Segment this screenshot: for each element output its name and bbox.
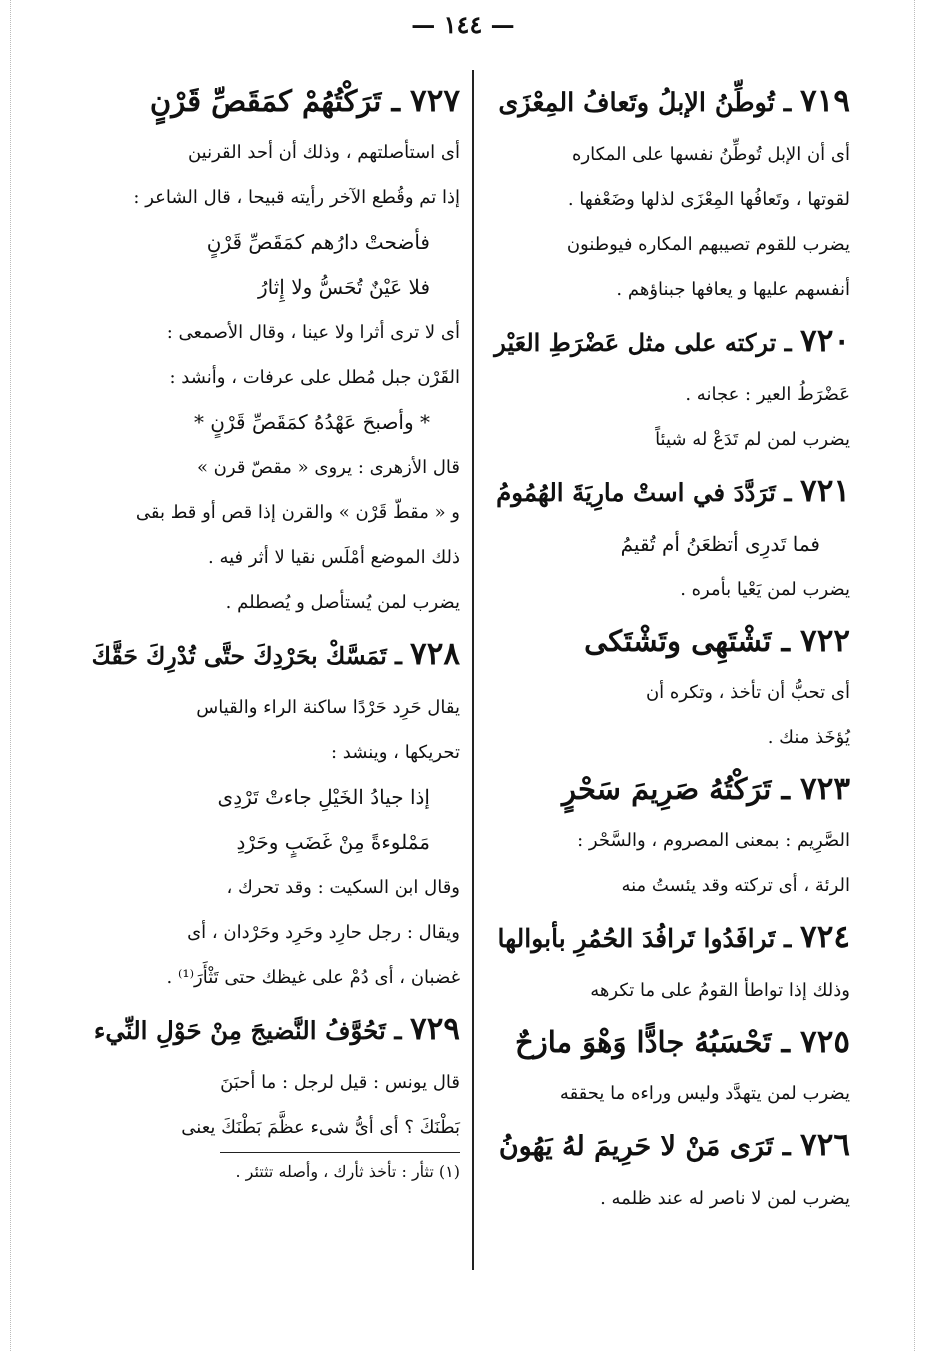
heading-dash: ـ	[773, 1131, 801, 1162]
verse-line: فلا عَيْنٌ تُحَسُّ ولا إِثارُ	[257, 275, 430, 299]
text-line: و « مقطّ قَرْن » والقرن إذا قص أو قط بقى	[135, 502, 460, 523]
proverb-number: ٧٢٨	[410, 636, 460, 672]
proverb-text: تَشْتَهِى وتَشْتَكى	[584, 624, 772, 658]
text-line: يضرب لمن لا ناصر له عند ظلمه .	[600, 1188, 850, 1209]
proverb-number: ٧٢٤	[800, 919, 850, 955]
text-line: تحريكها ، وينشد :	[331, 742, 460, 763]
text-line: أنفسهم عليها و يعافها جبناؤهم .	[616, 279, 850, 300]
text-line: الرئة ، أى تركته وقد يئستُ منه	[621, 875, 850, 896]
text-line: ذلك الموضع أمْلَس نقيا لا أثر فيه .	[208, 547, 460, 568]
proverb-text: تَمَسَّكْ بحَرْدِكَ حتَّى تُدْرِكَ حَقَّكَ	[91, 642, 387, 670]
text-line: يُؤخَذ منك .	[767, 727, 850, 748]
heading-dash: ـ	[771, 772, 801, 806]
footnote: (١) تثأر : تأخذ ثأرك ، وأصله تثتئر .	[235, 1162, 460, 1181]
footnote-rule	[220, 1152, 460, 1153]
proverb-text: تَرَكْتُهُ صَرِيمَ سَحْرٍ	[561, 772, 772, 806]
proverb-heading	[494, 1116, 850, 1176]
proverb-heading	[92, 72, 460, 130]
proverb-text: تَرَى مَنْ لا حَرِيمَ لهُ يَهُونُ	[498, 1131, 774, 1162]
text-line: يضرب للقوم تصيبهم المكاره فيوطنون	[566, 234, 850, 255]
proverb-number: ٧٢٣	[800, 771, 850, 807]
heading-dash: ـ	[385, 1016, 411, 1045]
text-line: أى لا ترى أثرا ولا عينا ، وقال الأصمعى :	[166, 322, 460, 343]
proverb-heading	[494, 612, 850, 670]
text-line: يضرب لمن لم تَدَعْ له شيئاً	[655, 429, 850, 450]
text-line: يقال حَرِد حَرْدًا ساكنة الراء والقياس	[196, 697, 460, 718]
text-line: يضرب لمن يَعْيا بأمره .	[680, 579, 850, 600]
text-line: قال الأزهرى : يروى « مقصّ قرن »	[196, 457, 460, 478]
column-divider	[472, 70, 474, 1270]
proverb-text: تَحْسَبُهُ جادًّا وَهْوَ مازحٌ	[514, 1025, 772, 1059]
proverb-number: ٧١٩	[800, 83, 850, 119]
proverb-number: ٧٢٠	[800, 323, 850, 359]
heading-dash: ـ	[386, 642, 411, 670]
verse-line: مَمْلوءةً مِنْ غَضَبٍ وحَرْدِ	[236, 830, 430, 854]
proverb-text: تُوطِّنُ الإبلُ وتَعافُ المِعْزَى	[498, 88, 775, 118]
text-line: قال يونس : قيل لرجل : ما أحبَنَ	[220, 1072, 460, 1093]
heading-dash: ـ	[771, 624, 801, 658]
verse-line: فأضحتْ دارُهم كمَقَصِّ قَرْنٍ	[206, 230, 430, 254]
text-line: القَرْن جبل مُطل على عرفات ، وأنشد :	[169, 367, 460, 388]
text-line: أى أن الإبل تُوطِّنُ نفسها على المكاره	[572, 144, 850, 165]
proverb-number: ٧٢٥	[800, 1024, 850, 1060]
text-line: عَضْرَطُ العير : عجانه .	[685, 384, 850, 405]
text-line: أى استأصلتهم ، وذلك أن أحد القرنين	[187, 142, 460, 163]
proverb-heading	[494, 760, 850, 818]
verse-line: فما تَدرِى أتظعَنُ أم تُقيمُ	[620, 532, 820, 556]
heading-dash: ـ	[771, 1025, 801, 1059]
proverb-text: تَحُوَّفُ النَّضيجَ مِنْ حَوْلِ النِّيء	[93, 1016, 386, 1045]
proverb-number: ٧٢٦	[800, 1127, 850, 1163]
text-line: ويقال : رجل حارِد وحَرِد وحَرْدان ، أى	[187, 922, 460, 943]
text-line: وذلك إذا تواطأ القومُ على ما تكرهه	[590, 980, 850, 1001]
proverb-heading	[494, 312, 850, 372]
text-line: يضرب لمن يُستأصل و يُصطلم .	[225, 592, 460, 613]
proverb-number: ٧٢٢	[800, 623, 850, 659]
proverb-number: ٧٢١	[800, 473, 850, 509]
proverb-heading	[494, 462, 850, 522]
proverb-heading	[92, 1000, 460, 1060]
heading-dash: ـ	[774, 88, 801, 118]
verse-line: * وأصبحَ عَهْدُهُ كمَقَصِّ قَرْنٍ *	[193, 410, 430, 434]
proverb-text: تَرَدَّدَ في استْ مارِيَةَ الهُمُومُ	[496, 478, 776, 507]
text-line: بَطْنَكَ ؟ أى أىُّ شىء عظَّمَ بَطْنَكَ يعنى	[181, 1117, 460, 1138]
proverb-heading	[494, 72, 850, 132]
heading-dash: ـ	[381, 84, 411, 118]
text-line: الصَّرِيم : بمعنى المصروم ، والسَّحْر :	[577, 830, 850, 851]
text-line: غضبان ، أى دُمْ على غيظك حتى تَثْأَرَ⁽¹⁾ .	[166, 967, 460, 988]
proverb-text: تَرَكْتُهُمْ كمَقَصِّ قَرْنٍ	[149, 84, 382, 118]
text-line: أى تحبُّ أن تأخذ ، وتكره أن	[645, 682, 850, 703]
verse-line: إذا جيادُ الخَيْلِ جاءتْ تَرْدِى	[217, 785, 430, 809]
heading-dash: ـ	[776, 328, 801, 357]
text-line: وقال ابن السكيت : وقد تحرك ،	[226, 877, 460, 898]
left-column	[92, 72, 460, 1189]
heading-dash: ـ	[775, 478, 801, 507]
proverb-text: تركته على مثل عَضْرَطِ العَيْر	[494, 328, 777, 357]
proverb-number: ٧٢٧	[410, 83, 460, 119]
page-number: — ١٤٤ —	[411, 10, 515, 39]
text-line: لقوتها ، وتَعافُها المِعْزَى لذلها وضَعْفها .	[567, 189, 850, 210]
proverb-text: تَرافَدُوا تَرافُدَ الحُمُرِ بأبوالها	[497, 924, 776, 953]
proverb-heading	[494, 908, 850, 968]
proverb-heading	[494, 1013, 850, 1071]
proverb-heading	[92, 625, 460, 685]
proverb-number: ٧٢٩	[410, 1011, 460, 1047]
text-line: يضرب لمن يتهدَّد وليس وراءه ما يحققه	[559, 1083, 850, 1104]
text-line: إذا تم وقُطع الآخر رأيته قبيحا ، قال الشاعر :	[133, 187, 460, 208]
right-column	[494, 72, 850, 1221]
heading-dash: ـ	[775, 924, 801, 953]
